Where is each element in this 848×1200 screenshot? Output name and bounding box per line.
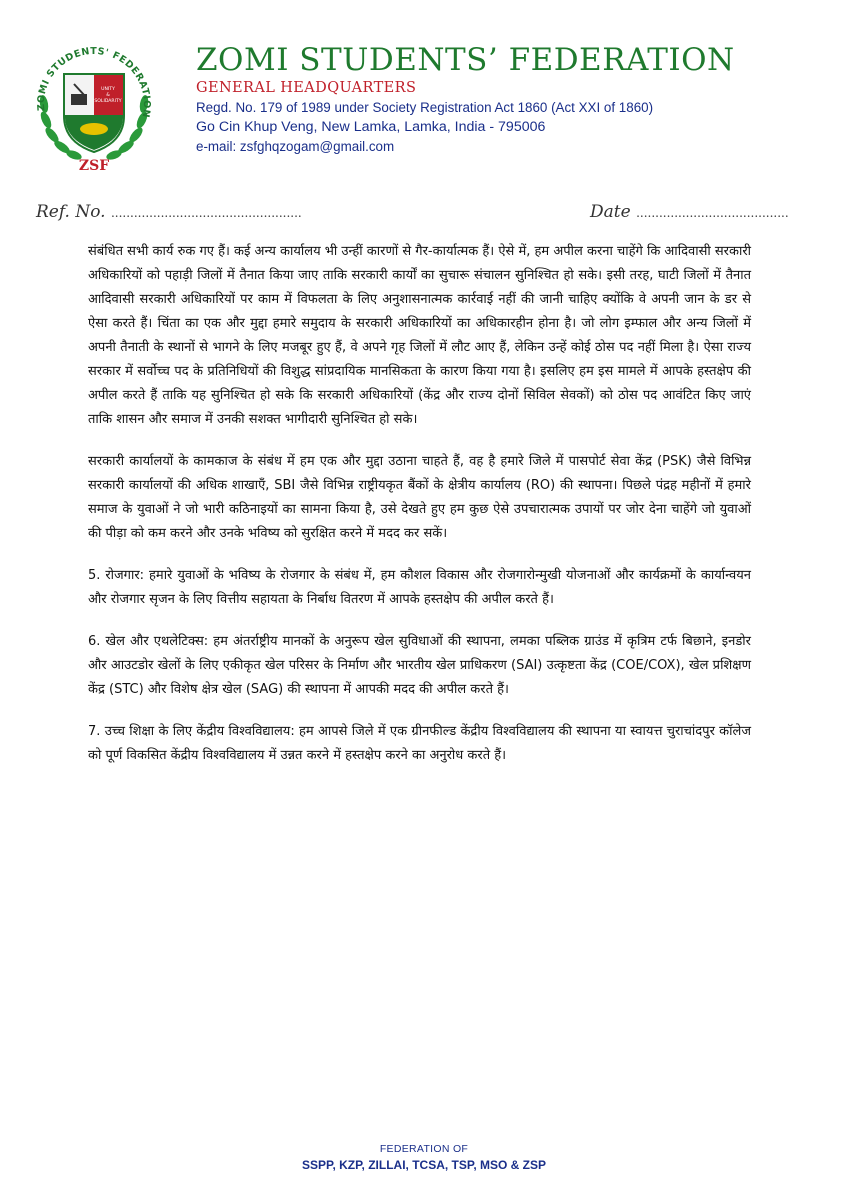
- email-line: [196, 137, 816, 156]
- svg-text:ZSF: ZSF: [78, 158, 110, 174]
- zsf-logo: [30, 34, 158, 174]
- date-line: [590, 202, 789, 222]
- body-paragraph: सरकारी कार्यालयों के कामकाज के संबंध में हम एक और मुद्दा उठाना चाहते हैं, वह है हमारे जिले में पासपोर्ट सेवा केंद्र (PSK) जैसे विभिन्न सरकारी कार्यालयों की अधिक शाखाएँ, SBI जैसे विभिन्न राष्ट्रीयकृत बैंकों के क्षेत्रीय कार्यालय (RO) की स्थापना। पिछले पंद्रह महीनों में हमारे समाज के युवाओं ने जो भारी कठिनाइयों का सामना किया है, उसे देखते हुए हम कुछ ऐसे उपचारात्मक उपायों पर जोर देना चाहेंगे जो युवाओं की पीड़ा को कम करने और उनके भविष्य को सुरक्षित करने में मदद कर सकें।: [88, 454, 751, 541]
- employment-point: 5. रोजगार: हमारे युवाओं के भविष्य के रोजगार के संबंध में, हम कौशल विकास और रोजगारोन्मुखी योजनाओं और कार्यक्रमों के कार्यान्वयन और रोजगार सृजन के लिए वित्तीय सहायता के निर्बाध वितरण में आपके हस्तक्षेप की अपील करते हैं।: [88, 568, 751, 607]
- footer-heading: FEDERATION OF: [379, 1143, 469, 1155]
- svg-text:UNITY: UNITY: [101, 87, 115, 92]
- registration-line: Regd. No. 179 of 1989 under Society Registration Act 1860 (Act XXI of 1860): [196, 100, 654, 115]
- date-label: Date: [590, 202, 631, 222]
- sports-point: 6. खेल और एथलेटिक्स: हम अंतर्राष्ट्रीय मानकों के अनुरूप खेल सुविधाओं की स्थापना, लमका पब्लिक ग्राउंड में कृत्रिम टर्फ बिछाने, इनडोर और आउटडोर खेलों के लिए एकीकृत खेल परिसर के निर्माण और भारतीय खेल प्राधिकरण (SAI) उत्कृष्टता केंद्र (COE/COX), खेल प्रशिक्षण केंद्र (STC) और विशेष क्षेत्र खेल (SAG) की स्थापना में आपकी मदद की अपील करते हैं।: [88, 634, 751, 697]
- letter-body: [88, 240, 751, 786]
- handshake-icon: [80, 123, 108, 135]
- organization-name: ZOMI STUDENTS’ FEDERATION: [196, 42, 735, 78]
- ref-label: Ref. No.: [36, 202, 106, 222]
- letterhead-block: [196, 42, 816, 156]
- svg-text:&: &: [106, 93, 110, 98]
- svg-text:ZOMI STUDENTS' FEDERATION: ZOMI STUDENTS' FEDERATION: [35, 45, 153, 119]
- zsf-emblem-icon: [30, 34, 158, 174]
- organization-subtitle: GENERAL HEADQUARTERS: [196, 80, 417, 96]
- email-link[interactable]: zsfghqzogam@gmail.com: [239, 139, 395, 154]
- shield-icon: [64, 74, 124, 152]
- svg-text:SOLIDARITY: SOLIDARITY: [94, 99, 122, 104]
- central-university-point: 7. उच्च शिक्षा के लिए केंद्रीय विश्वविद्यालय: हम आपसे जिले में एक ग्रीनफील्ड केंद्रीय विश्वविद्यालय की स्थापना या स्वायत्त चुराचांदपुर कॉलेज को पूर्ण विकसित केंद्रीय विश्वविद्यालय में उन्नत करने में हस्तक्षेप करने का अनुरोध करते हैं।: [88, 724, 751, 763]
- ref-number-blank: ..................................................: [110, 206, 302, 220]
- footer: [0, 1142, 848, 1174]
- ref-number-line: [36, 202, 302, 222]
- footer-member-list: SSPP, KZP, ZILLAI, TCSA, TSP, MSO & ZSP: [301, 1158, 547, 1172]
- address-line: Go Cin Khup Veng, New Lamka, Lamka, India - 795006: [196, 119, 546, 135]
- date-blank: ........................................: [636, 206, 789, 220]
- body-paragraph: संबंधित सभी कार्य रुक गए हैं। कई अन्य कार्यालय भी उन्हीं कारणों से गैर-कार्यात्मक हैं। ऐसे में, हम अपील करना चाहेंगे कि आदिवासी सरकारी अधिकारियों को पहाड़ी जिलों में तैनात किया जाए ताकि सरकारी कार्यों का सुचारू संचालन सुनिश्चित हो सके। इसी तरह, घाटी जिलों में तैनात आदिवासी सरकारी अधिकारियों पर काम में विफलता के लिए अनुशासनात्मक कार्रवाई नहीं की जानी चाहिए क्योंकि वे अपनी जान के डर से ऐसा करते हैं। चिंता का एक और मुद्दा हमारे समुदाय के सरकारी अधिकारियों का अधिकारहीन होना है। जो लोग इम्फाल और अन्य जिलों में अपनी तैनाती के स्थानों से भागने के लिए मजबूर हुए हैं, वे अपने गृह जिलों में लौट आए हैं, लेकिन उन्हें कोई ठोस पद नहीं मिला है। ऐसा राज्य सरकार में सर्वोच्च पद के प्रतिनिधियों की विशुद्ध सांप्रदायिक मानसिकता के कारण किया गया है। इसलिए हम इस मामले में आपके हस्तक्षेप की अपील करते हैं ताकि यह सुनिश्चित हो सके कि सरकारी अधिकारियों (केंद्र और राज्य दोनों सिविल सेवकों) को ठोस पद आवंटित किए जाएं ताकि शासन और समाज में उनकी सशक्त भागीदारी सुनिश्चित हो सके।: [88, 244, 752, 427]
- email-label: e-mail:: [196, 139, 240, 154]
